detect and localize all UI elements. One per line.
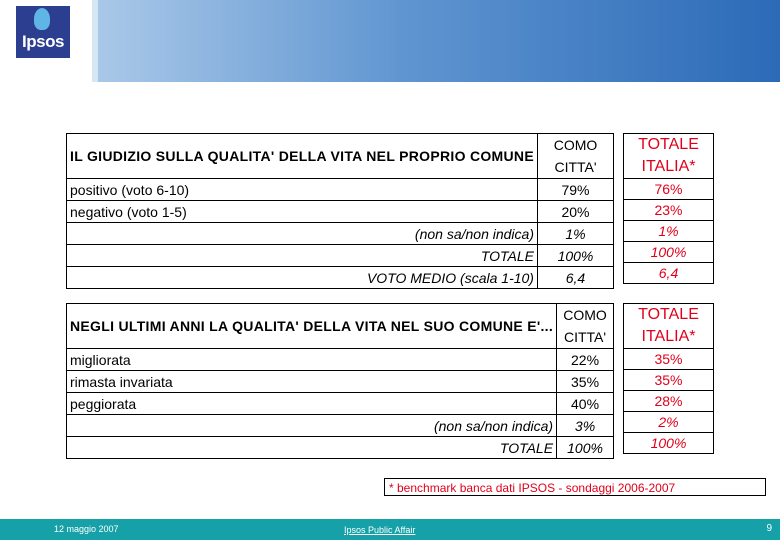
row-value-italia: 1% [624, 221, 714, 242]
row-value-como: 3% [557, 415, 614, 437]
table2-italia [623, 303, 714, 454]
table-row [67, 437, 614, 459]
row-value-como: 35% [557, 371, 614, 393]
row-label: negativo (voto 1-5) [67, 201, 538, 223]
table-row [67, 267, 614, 289]
table-row [67, 179, 614, 201]
table-row [67, 245, 614, 267]
row-value-como: 40% [557, 393, 614, 415]
table2-col-italia [624, 304, 714, 349]
row-value-como: 1% [537, 223, 613, 245]
table-row [67, 393, 614, 415]
table2 [66, 303, 614, 459]
table2-question: NEGLI ULTIMI ANNI LA QUALITA' DELLA VITA NEL SUO COMUNE E'... [67, 304, 557, 349]
row-label: peggiorata [67, 393, 557, 415]
header-banner [98, 0, 780, 82]
row-label: (non sa/non indica) [67, 415, 557, 437]
footer-date: 12 maggio 2007 [54, 524, 119, 534]
table1-question: IL GIUDIZIO SULLA QUALITA' DELLA VITA NEL PROPRIO COMUNE [67, 134, 538, 179]
table2-col-como [557, 304, 614, 349]
page-number: 9 [766, 523, 772, 534]
table-row [67, 371, 614, 393]
table1-col-italia-line2: ITALIA* [641, 158, 696, 175]
table-row [67, 223, 614, 245]
row-value-como: 20% [537, 201, 613, 223]
table1-col-como-line2: CITTA' [554, 159, 597, 175]
row-value-como: 22% [557, 349, 614, 371]
table2-col-como-line2: CITTA' [563, 329, 607, 345]
row-value-como: 100% [537, 245, 613, 267]
row-value-como: 79% [537, 179, 613, 201]
table1-header-row [67, 134, 614, 179]
row-value-italia: 23% [624, 200, 714, 221]
row-label: positivo (voto 6-10) [67, 179, 538, 201]
table-row [67, 201, 614, 223]
row-value-italia: 100% [624, 433, 714, 454]
logo-mark-icon [34, 8, 50, 30]
row-value-italia: 100% [624, 242, 714, 263]
row-label: VOTO MEDIO (scala 1-10) [67, 267, 538, 289]
row-value-como: 6,4 [537, 267, 613, 289]
row-value-como: 100% [557, 437, 614, 459]
row-value-italia: 35% [624, 349, 714, 370]
header [0, 0, 780, 82]
row-label: (non sa/non indica) [67, 223, 538, 245]
table1-col-como [537, 134, 613, 179]
table1 [66, 133, 614, 289]
table1-col-como-line1: COMO [553, 137, 598, 153]
logo-text: Ipsos [22, 32, 64, 51]
logo-area [0, 0, 92, 82]
row-value-italia: 76% [624, 179, 714, 200]
table1-italia [623, 133, 714, 284]
table2-col-italia-line1: TOTALE [638, 306, 699, 323]
row-value-italia: 2% [624, 412, 714, 433]
row-label: rimasta invariata [67, 371, 557, 393]
row-label: TOTALE [67, 437, 557, 459]
table2-col-italia-line2: ITALIA* [641, 328, 696, 345]
table2-header-row [67, 304, 614, 349]
row-label: TOTALE [67, 245, 538, 267]
footer [0, 519, 780, 540]
table1-col-italia-line1: TOTALE [638, 136, 699, 153]
footer-link[interactable]: Ipsos Public Affair [344, 525, 416, 535]
ipsos-logo [16, 6, 70, 58]
row-value-italia: 28% [624, 391, 714, 412]
row-label: migliorata [67, 349, 557, 371]
row-value-italia: 6,4 [624, 263, 714, 284]
table-row [67, 415, 614, 437]
row-value-italia: 35% [624, 370, 714, 391]
benchmark-note: * benchmark banca dati IPSOS - sondaggi 2006-2007 [384, 478, 766, 496]
table-row [67, 349, 614, 371]
table2-col-como-line1: COMO [563, 307, 607, 323]
table1-col-italia [624, 134, 714, 179]
